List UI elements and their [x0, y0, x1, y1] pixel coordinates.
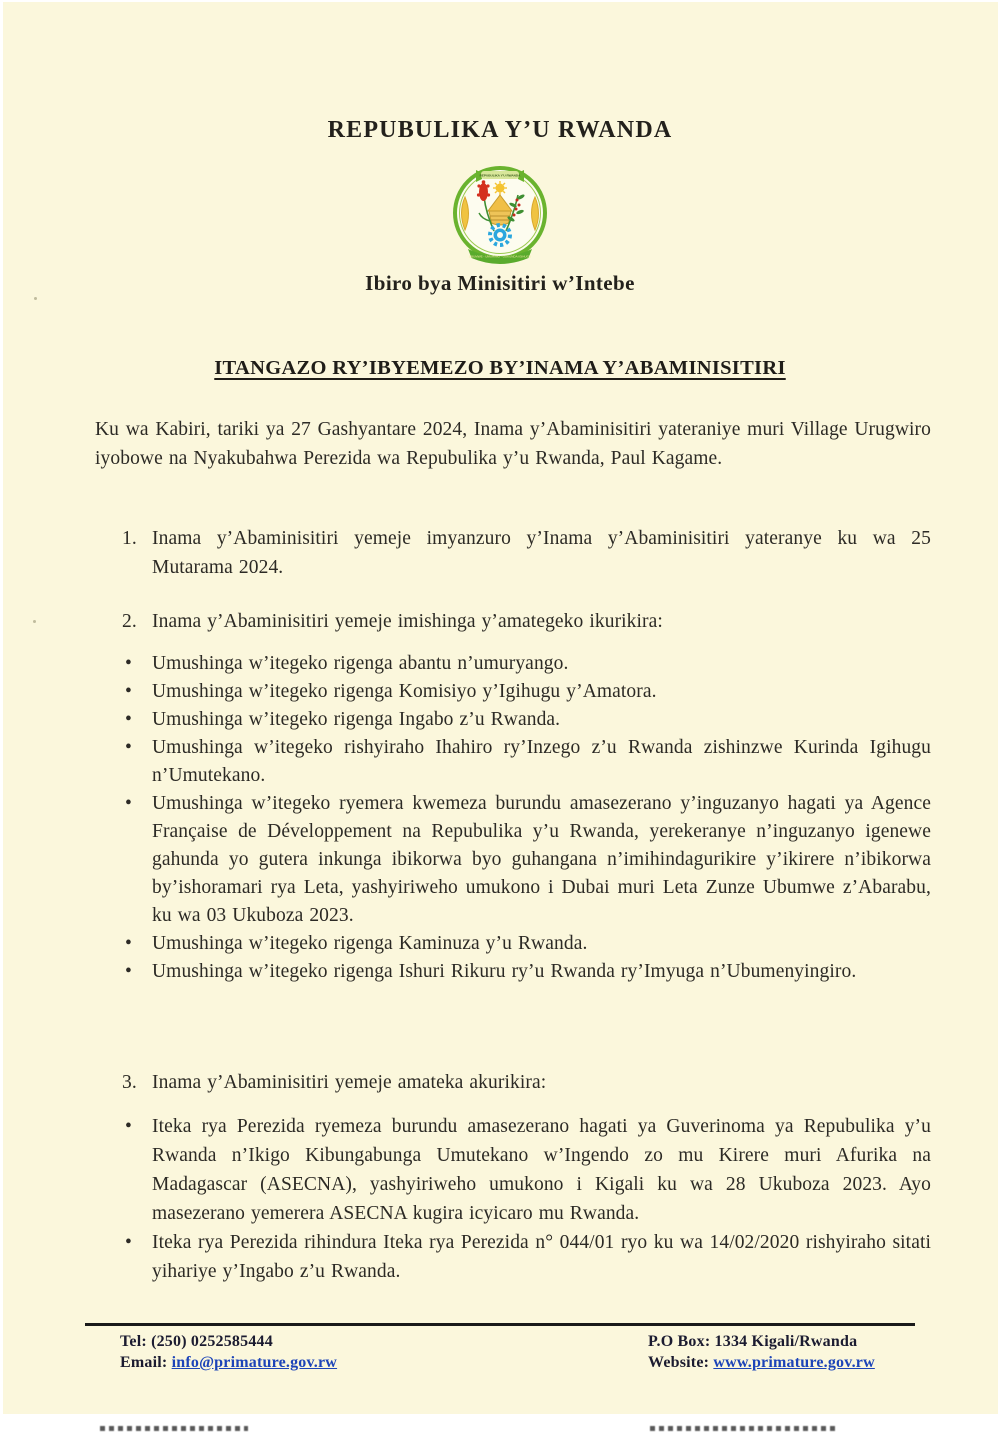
footer-contact-left — [120, 1331, 337, 1373]
numbered-item-text: Inama y’Abaminisitiri yemeje imishinga y’amategeko ikurikira: — [152, 611, 663, 632]
scan-bleed-artifact — [100, 1426, 248, 1431]
bullet-marker: • — [125, 709, 132, 730]
list-number: 1. — [122, 528, 137, 549]
document-heading — [0, 357, 1000, 380]
list-item — [95, 958, 931, 986]
list-item — [95, 930, 931, 958]
list-number: 3. — [122, 1072, 137, 1093]
office-name: Ibiro bya Minisitiri w’Intebe — [365, 271, 635, 295]
bullet-marker: • — [125, 1116, 132, 1137]
footer-pobox: P.O Box: 1334 Kigali/Rwanda — [648, 1333, 858, 1350]
bullet-text: Umushinga w’itegeko rigenga Ingabo z’u Rwanda. — [152, 709, 561, 730]
list-item — [95, 650, 931, 678]
republic-title: REPUBULIKA Y’U RWANDA — [327, 117, 673, 143]
numbered-item-3 — [95, 1068, 931, 1097]
list-item — [95, 706, 931, 734]
emblem-motto-text: UBUMWE - UMURIMO - GUKUNDA IGIHUGU — [468, 254, 532, 259]
footer-email-row — [120, 1352, 337, 1373]
list-item — [95, 790, 931, 930]
footer-website-row — [648, 1352, 875, 1373]
numbered-item-1 — [95, 524, 931, 582]
bullet-text: Umushinga w’itegeko rigenga Komisiyo y’Igihugu y’Amatora. — [152, 681, 657, 702]
footer-email-label: Email: — [120, 1354, 168, 1371]
scan-speck — [34, 297, 37, 300]
bullet-text: Umushinga w’itegeko rigenga Ishuri Rikuru ry’u Rwanda ry’Imyuga n’Ubumenyingiro. — [152, 961, 857, 982]
footer-website-link[interactable]: www.primature.gov.rw — [713, 1354, 875, 1371]
decree-bullet-list — [95, 1112, 931, 1286]
bullet-text: Umushinga w’itegeko rigenga Kaminuza y’u Rwanda. — [152, 933, 588, 954]
bullet-text: Iteka rya Perezida rihindura Iteka rya Perezida n° 044/01 ryo ku wa 14/02/2020 rishyiraho sitati yihariye y’Ingabo z’u Rwanda. — [152, 1232, 931, 1282]
bullet-marker: • — [125, 793, 132, 814]
list-number: 2. — [122, 611, 137, 632]
numbered-item-text: Inama y’Abaminisitiri yemeje imyanzuro y’Inama y’Abaminisitiri yateranye ku wa 25 Mutarama 2024. — [152, 528, 931, 578]
bullet-text: Umushinga w’itegeko rishyiraho Ihahiro ry’Inzego z’u Rwanda zishinzwe Kurinda Igihugu n’Umutekano. — [152, 737, 931, 786]
list-item — [95, 1228, 931, 1286]
list-item — [95, 734, 931, 790]
bullet-marker: • — [125, 737, 132, 758]
bullet-marker: • — [125, 933, 132, 954]
footer-website-label: Website: — [648, 1354, 710, 1371]
bullet-marker: • — [125, 653, 132, 674]
list-item — [95, 678, 931, 706]
bullet-marker: • — [125, 961, 132, 982]
list-item — [95, 1112, 931, 1228]
bullet-text: Umushinga w’itegeko rigenga abantu n’umuryango. — [152, 653, 569, 674]
bullet-marker: • — [125, 681, 132, 702]
numbered-item-2 — [95, 607, 931, 636]
footer-email-link[interactable]: info@primature.gov.rw — [171, 1354, 338, 1371]
bullet-text: Iteka rya Perezida ryemeza burundu amasezerano hagati ya Guverinoma ya Repubulika y’u Rwanda n’Ikigo Kibungabunga Umutekano w’Ingendo zo mu Kirere muri Afurika na Madagascar (ASECNA), yashyiriweho umukono i Kigali ku wa 28 Ukuboza 2023. Ayo masezerano yemerera ASECNA kugira icyicaro mu Rwanda. — [152, 1116, 931, 1224]
scan-bleed-artifact — [650, 1426, 835, 1431]
bullet-text: Umushinga w’itegeko ryemera kwemeza burundu amasezerano y’inguzanyo hagati ya Agence Française de Développement na Repubulika y’u Rwanda, yerekeranye n’inguzanyo igenewe gahunda yo gutera inkunga ibikorwa byo guhangana n’imihindagurikire y’ikirere n’ibikorwa by’ishoramari rya Leta, yashyiriweho umukono i Dubai muri Leta Zunze Ubumwe z’Abarabu, ku wa 03 Ukuboza 2023. — [152, 793, 931, 926]
scan-speck — [33, 620, 36, 623]
numbered-item-text: Inama y’Abaminisitiri yemeje amateka akurikira: — [152, 1072, 547, 1093]
footer-divider — [85, 1323, 915, 1326]
footer-contact-right — [648, 1331, 875, 1373]
law-bullet-list — [95, 650, 931, 986]
intro-paragraph: Ku wa Kabiri, tariki ya 27 Gashyantare 2024, Inama y’Abaminisitiri yateraniye muri Village Urugwiro iyobowe na Nyakubahwa Perezida wa Repubulika y’u Rwanda, Paul Kagame. — [95, 419, 931, 469]
coat-of-arms-icon — [440, 155, 560, 273]
document-heading-text: ITANGAZO RY’IBYEMEZO BY’INAMA Y’ABAMINISITIRI — [214, 357, 786, 379]
emblem-ribbon-text: REPUBULIKA Y'U RWANDA — [479, 173, 521, 178]
bullet-marker: • — [125, 1232, 132, 1253]
footer-tel: Tel: (250) 0252585444 — [120, 1333, 273, 1350]
